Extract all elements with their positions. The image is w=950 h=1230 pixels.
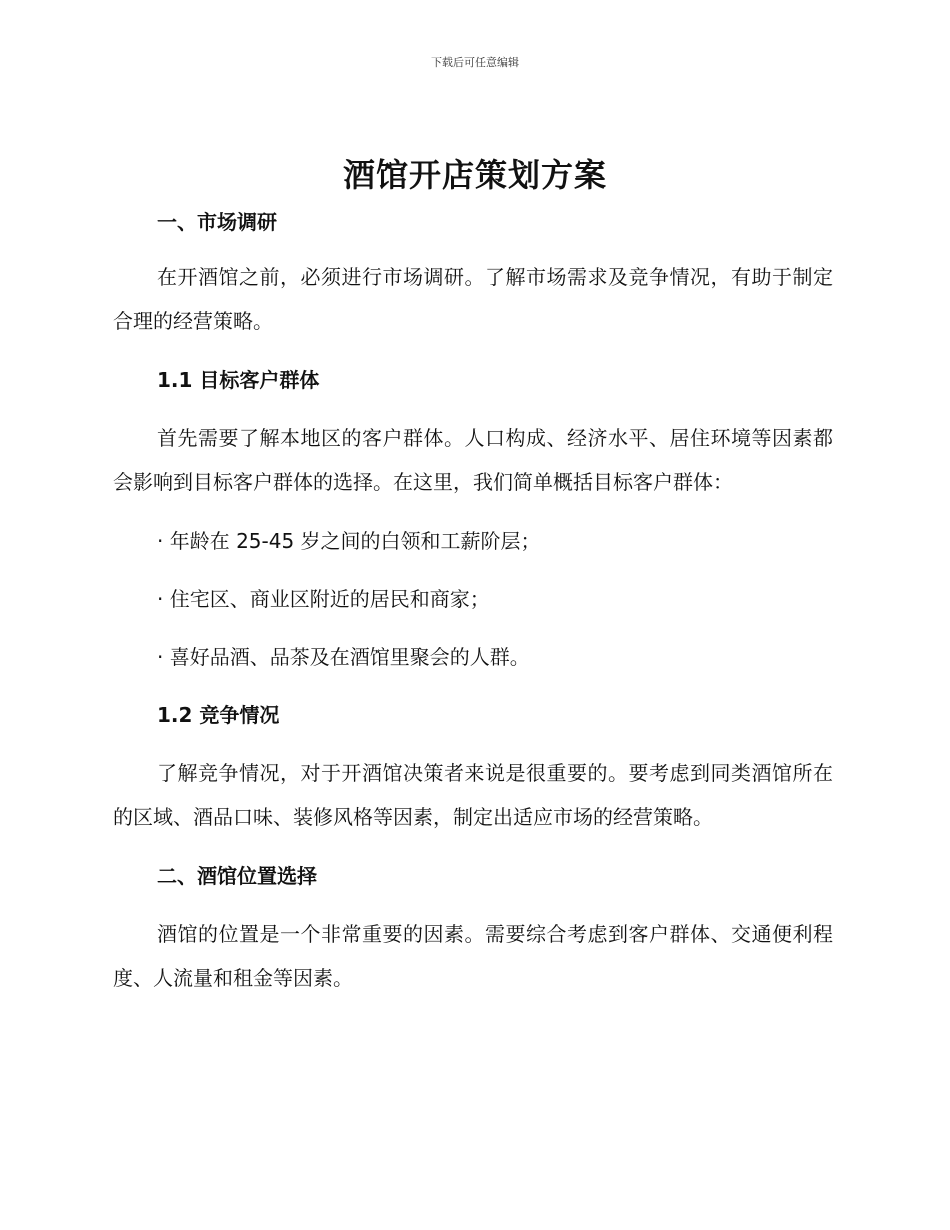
- bullet-item: · 住宅区、商业区附近的居民和商家；: [157, 587, 490, 611]
- bullet-item: · 喜好品酒、品茶及在酒馆里聚会的人群。: [157, 645, 530, 669]
- subsection-1-2-heading: 1.2 竞争情况: [157, 703, 280, 727]
- subsection-1-1-heading: 1.1 目标客户群体: [157, 368, 320, 392]
- subsection-1-2-text: 了解竞争情况，对于开酒馆决策者来说是很重要的。要考虑到同类酒馆所在的区域、酒品口味、装修风格等因素，制定出适应市场的经营策略。: [113, 761, 833, 829]
- subsection-1-1-text: 首先需要了解本地区的客户群体。人口构成、经济水平、居住环境等因素都会影响到目标客户群体的选择。在这里，我们简单概括目标客户群体：: [113, 426, 833, 494]
- section-2-text: 酒馆的位置是一个非常重要的因素。需要综合考虑到客户群体、交通便利程度、人流量和租金等因素。: [113, 922, 833, 990]
- section-1-heading: 一、市场调研: [157, 210, 277, 234]
- section-2-heading: 二、酒馆位置选择: [157, 864, 317, 888]
- document-body: [113, 206, 833, 1000]
- page-header-note: 下载后可任意编辑: [431, 56, 519, 69]
- bullet-item: · 年龄在 25-45 岁之间的白领和工薪阶层；: [157, 529, 541, 553]
- document-title: 酒馆开店策划方案: [342, 156, 607, 194]
- section-1-intro: 在开酒馆之前，必须进行市场调研。了解市场需求及竞争情况，有助于制定合理的经营策略。: [113, 265, 833, 333]
